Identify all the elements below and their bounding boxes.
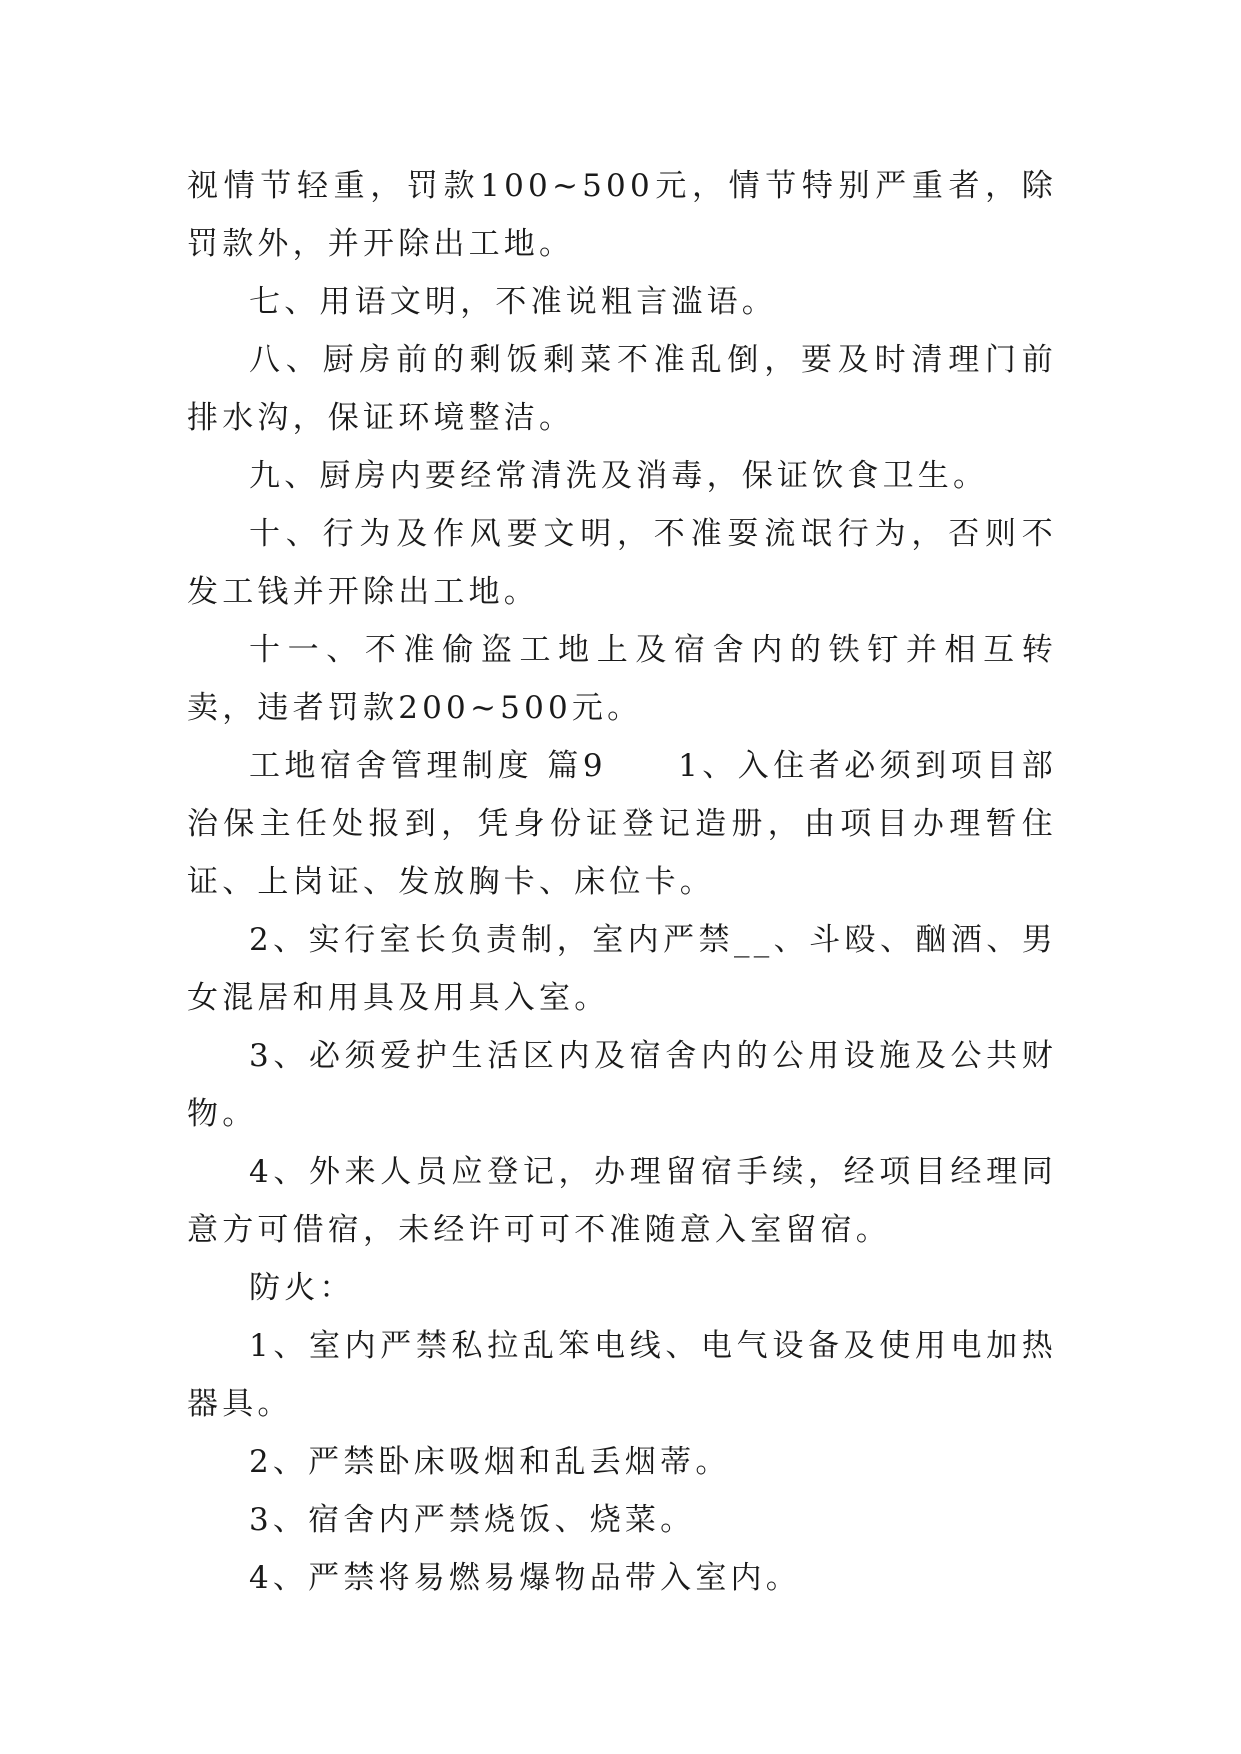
paragraph: 3、宿舍内严禁烧饭、烧菜。: [249, 1502, 696, 1538]
paragraph: 八、厨房前的剩饭剩菜不准乱倒，要及时清理门前排水沟，保证环境整洁。: [187, 342, 1057, 436]
paragraph: 防火：: [249, 1270, 355, 1306]
paragraph: 4、外来人员应登记，办理留宿手续，经项目经理同意方可借宿，未经许可可不准随意入室留宿。: [187, 1154, 1057, 1248]
paragraph: 十一、不准偷盗工地上及宿舍内的铁钉并相互转卖，违者罚款200~500元。: [187, 632, 1057, 726]
paragraph: 工地宿舍管理制度 篇9 1、入住者必须到项目部治保主任处报到，凭身份证登记造册，由项目办理暂住证、上岗证、发放胸卡、床位卡。: [187, 748, 1057, 900]
paragraph: 2、严禁卧床吸烟和乱丢烟蒂。: [249, 1444, 731, 1480]
paragraph: 十、行为及作风要文明，不准耍流氓行为，否则不发工钱并开除出工地。: [187, 516, 1057, 610]
paragraph: 3、必须爱护生活区内及宿舍内的公用设施及公共财物。: [187, 1038, 1057, 1132]
paragraph: 1、室内严禁私拉乱笨电线、电气设备及使用电加热器具。: [187, 1328, 1057, 1422]
paragraph: 视情节轻重，罚款100~500元，情节特别严重者，除罚款外，并开除出工地。: [187, 168, 1057, 262]
paragraph: 七、用语文明，不准说粗言滥语。: [249, 284, 777, 320]
paragraph: 2、实行室长负责制，室内严禁__、斗殴、酗酒、男女混居和用具及用具入室。: [187, 922, 1057, 1016]
document-body: [187, 157, 1057, 1607]
paragraph: 九、厨房内要经常清洗及消毒，保证饮食卫生。: [249, 458, 989, 494]
paragraph: 4、严禁将易燃易爆物品带入室内。: [249, 1560, 801, 1596]
